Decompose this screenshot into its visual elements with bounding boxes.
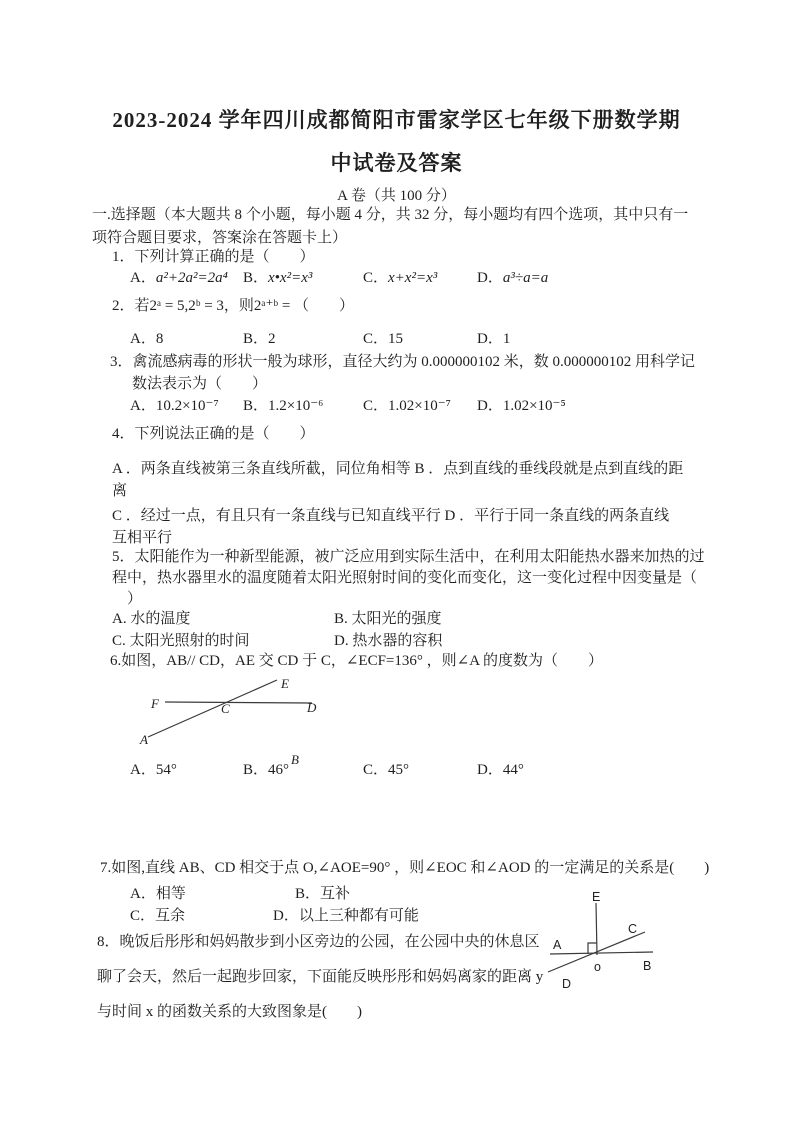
q1-option-a-label: A． [130, 270, 156, 286]
q6-label-e: E [281, 676, 289, 691]
q1-option-c-math: x+x²=x³ [388, 270, 438, 286]
q4-option-cd-line2: 互相平行 [112, 530, 173, 546]
q1-option-a [130, 268, 243, 288]
q2-option-b: B．2 [243, 331, 276, 347]
q4-option-ab-line2: 离 [112, 483, 128, 499]
q5-options-row1 [112, 609, 612, 629]
q5-stem-line3: ） [112, 591, 143, 607]
q1-stem: 1．下列计算正确的是（ ） [112, 249, 315, 265]
q3-stem-line1: 3．禽流感病毒的形状一般为球形，直径大约为 0.000000102 米，数 0.000000102 用科学记 [110, 354, 696, 370]
q3-option-d: D．1.02×10⁻⁵ [477, 398, 566, 414]
q6-line-fd [165, 702, 312, 703]
q1-option-d-label: D． [477, 270, 503, 286]
q5-stem-line1: 5．太阳能作为一种新型能源，被广泛应用到实际生活中，在利用太阳能热水器来加热的过 [112, 549, 705, 565]
q1-option-b-math: x•x²=x³ [268, 270, 313, 286]
q7-option-a: A．相等 [130, 886, 186, 902]
q5-option-c: C. 太阳光照射的时间 [112, 633, 250, 649]
q1-option-b-label: B． [243, 270, 269, 286]
q5-option-d: D. 热水器的容积 [334, 633, 443, 649]
q6-label-d: D [307, 700, 317, 715]
q8-stem-line2: 聊了会天，然后一起跑步回家，下面能反映彤彤和妈妈离家的距离 y [97, 969, 544, 985]
q5-option-b: B. 太阳光的强度 [334, 611, 442, 627]
q7-label-c: C [628, 922, 638, 936]
q6-option-d: D．44° [477, 762, 524, 778]
q7-option-c: C．互余 [130, 908, 186, 924]
q8-stem-line1: 8．晚饭后彤彤和妈妈散步到小区旁边的公园，在公园中央的休息区 [97, 934, 540, 950]
instructions-line1: 一.选择题（本大题共 8 个小题，每小题 4 分，共 32 分，每小题均有四个选项，其中只有一 [92, 207, 689, 223]
q6-line-ae [148, 680, 277, 737]
q6-figure [118, 668, 388, 768]
q1-option-b [243, 268, 363, 288]
q6-option-b: B．46° [243, 762, 290, 778]
q2-option-c: C．15 [363, 331, 404, 347]
section-a-label: A 卷（共 100 分） [337, 188, 456, 204]
q1-option-c-label: C． [363, 270, 389, 286]
q7-line-ab [550, 952, 653, 954]
q5-options-row2 [112, 631, 612, 651]
q4-option-cd-line1: C ．经过一点，有且只有一条直线与已知直线平行 D ．平行于同一条直线的两条直线 [112, 508, 670, 524]
q7-label-d: D [562, 977, 572, 991]
q4-option-ab-line1: A ．两条直线被第三条直线所截，同位角相等 B ．点到直线的垂线段就是点到直线的距 [112, 461, 684, 477]
q7-line-oe [596, 903, 597, 955]
q1-option-c [363, 268, 477, 288]
q3-option-b: B．1.2×10⁻⁶ [243, 398, 324, 414]
q6-label-b: B [291, 752, 299, 767]
q7-options-row2 [130, 906, 550, 926]
q2-options [130, 329, 710, 349]
q6-stem: 6.如图，AB// CD，AE 交 CD 于 C，∠ECF=136° ，则∠A 的度数为（ ） [110, 653, 603, 669]
q3-option-a: A．10.2×10⁻⁷ [130, 398, 219, 414]
q3-stem-line2: 数法表示为（ ） [132, 376, 268, 392]
q6-label-c: C [221, 701, 230, 716]
exam-title-line1: 2023-2024 学年四川成都简阳市雷家学区七年级下册数学期 [112, 108, 681, 132]
q3-option-c: C．1.02×10⁻⁷ [363, 398, 451, 414]
q7-label-a: A [553, 938, 562, 952]
q7-option-d: D．以上三种都有可能 [273, 908, 419, 924]
q7-option-b: B．互补 [295, 886, 351, 902]
q7-label-b: B [643, 959, 652, 973]
exam-title-line2: 中试卷及答案 [330, 151, 463, 175]
q8-stem-line3: 与时间 x 的函数关系的大致图象是( ) [97, 1004, 362, 1020]
q7-options-row1 [130, 884, 550, 904]
q6-option-a: A．54° [130, 762, 177, 778]
q1-option-a-math: a²+2a²=2a⁴ [155, 270, 228, 286]
q2-option-d: D．1 [477, 331, 511, 347]
q6-label-a: A [140, 732, 148, 747]
q1-option-d [477, 268, 710, 288]
q4-stem: 4．下列说法正确的是（ ） [112, 426, 315, 442]
q6-options [130, 760, 710, 780]
q3-options [130, 396, 710, 416]
q7-stem: 7.如图,直线 AB、CD 相交于点 O,∠AOE=90° ，则∠EOC 和∠AOD 的一定满足的关系是( ) [100, 860, 710, 876]
q5-option-a: A. 水的温度 [112, 611, 191, 627]
q7-label-e: E [592, 890, 601, 904]
q6-label-f: F [151, 696, 159, 711]
q7-figure [540, 886, 685, 996]
q1-options [130, 268, 710, 288]
q7-label-o: o [594, 960, 601, 974]
q2-option-a: A．8 [130, 331, 164, 347]
q1-option-d-math: a³÷a=a [502, 270, 549, 286]
q2-stem: 2．若2ᵃ = 5,2ᵇ = 3，则2ᵃ⁺ᵇ = （ ） [112, 298, 355, 314]
q5-stem-line2: 程中，热水器里水的温度随着太阳光照射时间的变化而变化，这一变化过程中因变量是（ [112, 570, 698, 586]
q6-option-c: C．45° [363, 762, 410, 778]
instructions-line2: 项符合题目要求，答案涂在答题卡上） [92, 230, 348, 246]
